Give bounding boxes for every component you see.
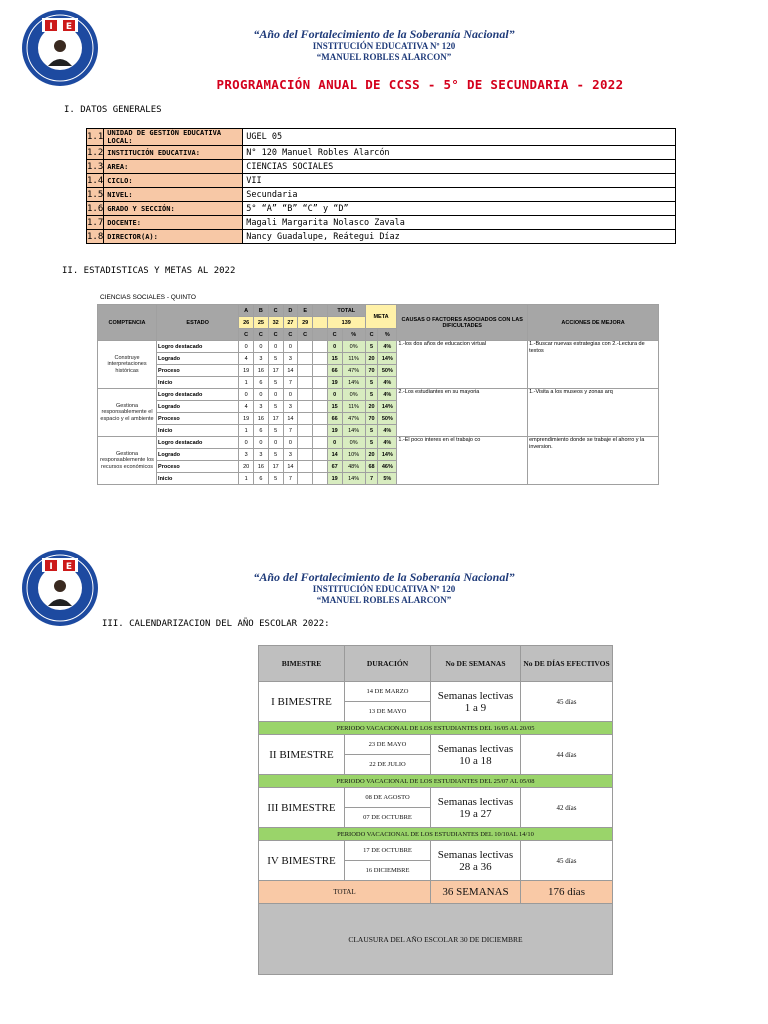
header-causas: CAUSAS O FACTORES ASOCIADOS CON LAS DIFICULTADES — [397, 305, 528, 341]
bimestre-start: 23 DE MAYO — [345, 735, 431, 755]
row-number: 1.7 — [87, 217, 104, 228]
meta-percent: 14% — [378, 401, 397, 413]
meta-count: 20 — [365, 353, 378, 365]
section-value: 0 — [268, 437, 283, 449]
section-value — [298, 377, 313, 389]
general-data-row — [87, 202, 676, 216]
clausura: CLAUSURA DEL AÑO ESCOLAR 30 DE DICIEMBRE — [259, 904, 613, 975]
sub-header: C — [254, 329, 269, 341]
row-label: DOCENTE: — [104, 216, 243, 230]
estado-cell: Inicio — [157, 425, 239, 437]
general-data-row — [87, 230, 676, 244]
competencia-cell: Gestiona responsablemente los recursos económicos — [98, 437, 157, 485]
accion-cell: emprendimiento donde se trabaje el ahorro y la inversion. — [528, 437, 659, 485]
total-percent: 0% — [342, 389, 365, 401]
calendar-header: DURACIÓN — [345, 646, 431, 682]
section-2-heading: II. ESTADISTICAS Y METAS AL 2022 — [62, 266, 236, 276]
total-percent: 48% — [342, 461, 365, 473]
meta-count: 70 — [365, 365, 378, 377]
bimestre-dias: 42 días — [521, 788, 613, 828]
row-value: Magali Margarita Nolasco Zavala — [243, 216, 676, 230]
total-count: 15 — [327, 401, 342, 413]
estado-cell: Logrado — [157, 449, 239, 461]
total-semanas: 36 SEMANAS — [431, 881, 521, 904]
bimestre-dias: 44 días — [521, 735, 613, 775]
total-percent: 14% — [342, 473, 365, 485]
section-count: 27 — [283, 317, 298, 329]
section-value: 1 — [239, 377, 254, 389]
header-section: A — [239, 305, 254, 317]
meta-count: 20 — [365, 449, 378, 461]
sub-header: C — [268, 329, 283, 341]
meta-count: 70 — [365, 413, 378, 425]
bimestre-name: III BIMESTRE — [259, 788, 345, 828]
section-value: 14 — [283, 365, 298, 377]
bimestre-end: 22 DE JULIO — [345, 755, 431, 775]
row-number: 1.4 — [87, 175, 104, 186]
meta-count: 5 — [365, 389, 378, 401]
causa-cell: 1.-El poco interes en el trabajo co — [397, 437, 528, 485]
total-label: TOTAL — [259, 881, 431, 904]
motto-2: “Año del Fortalecimiento de la Soberanía Nacional” — [253, 570, 515, 584]
section-value — [298, 473, 313, 485]
row-value: 5° “A” “B” “C” y “D” — [243, 202, 676, 216]
estado-cell: Logro destacado — [157, 389, 239, 401]
meta-count: 68 — [365, 461, 378, 473]
estado-cell: Proceso — [157, 461, 239, 473]
bimestre-end: 07 DE OCTUBRE — [345, 808, 431, 828]
bimestre-semanas: Semanas lectivas 28 a 36 — [431, 841, 521, 881]
section-count: 25 — [254, 317, 269, 329]
section-value: 16 — [254, 413, 269, 425]
section-count: 29 — [298, 317, 313, 329]
general-data-row — [87, 129, 676, 146]
section-value: 19 — [239, 413, 254, 425]
row-label: UNIDAD DE GESTIÓN EDUCATIVA LOCAL: — [104, 129, 243, 146]
competencia-cell: Gestiona responsablemente el espacio y el ambiente — [98, 389, 157, 437]
meta-percent: 5% — [378, 473, 397, 485]
section-value: 0 — [239, 389, 254, 401]
section-value: 5 — [268, 377, 283, 389]
section-value: 3 — [283, 401, 298, 413]
row-value: VII — [243, 174, 676, 188]
total-percent: 11% — [342, 353, 365, 365]
estado-cell: Proceso — [157, 413, 239, 425]
bimestre-start: 14 DE MARZO — [345, 682, 431, 702]
row-label: DIRECTOR(A): — [104, 230, 243, 244]
total-count: 15 — [327, 353, 342, 365]
section-value: 5 — [268, 425, 283, 437]
bimestre-name: II BIMESTRE — [259, 735, 345, 775]
row-value: UGEL 05 — [243, 129, 676, 146]
general-data-row — [87, 188, 676, 202]
total-dias: 176 días — [521, 881, 613, 904]
row-number: 1.5 — [87, 189, 104, 200]
school-name-2: “MANUEL ROBLES ALARCON” — [316, 595, 452, 605]
accion-cell: 1.-Buscar nuevas estrategias con 2.-Lectura de textos — [528, 341, 659, 389]
total-sub-pct: % — [342, 329, 365, 341]
meta-sub-c: C — [365, 329, 378, 341]
section-value: 0 — [239, 437, 254, 449]
meta-count: 7 — [365, 473, 378, 485]
section-value: 0 — [283, 389, 298, 401]
row-label: CICLO: — [104, 174, 243, 188]
bimestre-row — [259, 788, 613, 808]
section-value: 5 — [268, 401, 283, 413]
row-number: 1.6 — [87, 203, 104, 214]
section-value: 3 — [239, 449, 254, 461]
general-data-row — [87, 146, 676, 160]
bimestre-semanas: Semanas lectivas 19 a 27 — [431, 788, 521, 828]
meta-percent: 14% — [378, 449, 397, 461]
stats-caption: CIENCIAS SOCIALES - QUINTO — [100, 294, 196, 301]
row-number: 1.1 — [87, 129, 104, 146]
row-value: CIENCIAS SOCIALES — [243, 160, 676, 174]
total-value: 139 — [327, 317, 365, 329]
section-value: 20 — [239, 461, 254, 473]
vacation-row — [259, 775, 613, 788]
meta-percent: 14% — [378, 353, 397, 365]
general-data-row — [87, 160, 676, 174]
section-value — [298, 449, 313, 461]
bimestre-row — [259, 735, 613, 755]
section-value — [298, 461, 313, 473]
vacation-period: PERIODO VACACIONAL DE LOS ESTUDIANTES DEL 10/10AL 14/10 — [259, 828, 613, 841]
section-value — [298, 437, 313, 449]
total-count: 0 — [327, 389, 342, 401]
row-value: N° 120 Manuel Robles Alarcón — [243, 146, 676, 160]
section-value: 3 — [283, 353, 298, 365]
total-count: 19 — [327, 473, 342, 485]
stats-header-row — [98, 305, 659, 317]
stats-row — [98, 389, 659, 401]
section-value: 5 — [268, 353, 283, 365]
svg-text:I: I — [49, 562, 53, 572]
row-number: 1.3 — [87, 161, 104, 172]
header-estado: ESTADO — [157, 305, 239, 341]
meta-count: 5 — [365, 425, 378, 437]
total-count: 0 — [327, 341, 342, 353]
sub-header: C — [239, 329, 254, 341]
calendar-header: BIMESTRE — [259, 646, 345, 682]
sub-header: C — [298, 329, 313, 341]
bimestre-name: IV BIMESTRE — [259, 841, 345, 881]
total-percent: 0% — [342, 341, 365, 353]
section-value: 1 — [239, 473, 254, 485]
estado-cell: Proceso — [157, 365, 239, 377]
meta-count: 20 — [365, 401, 378, 413]
causa-cell: 1.-los dos años de educacion virtual — [397, 341, 528, 389]
total-percent: 47% — [342, 413, 365, 425]
section-value: 4 — [239, 353, 254, 365]
section-3-heading: III. CALENDARIZACION DEL AÑO ESCOLAR 2022: — [102, 619, 330, 629]
bimestre-row — [259, 682, 613, 702]
section-value: 0 — [254, 341, 269, 353]
section-value: 0 — [268, 389, 283, 401]
general-data-row — [87, 216, 676, 230]
institution-name-2: INSTITUCIÓN EDUCATIVA Nº 120 — [312, 584, 456, 594]
estado-cell: Logro destacado — [157, 437, 239, 449]
estado-cell: Inicio — [157, 377, 239, 389]
section-value: 3 — [254, 449, 269, 461]
bimestre-row — [259, 841, 613, 861]
section-value: 19 — [239, 365, 254, 377]
total-count: 0 — [327, 437, 342, 449]
motto: “Año del Fortalecimiento de la Soberanía Nacional” — [253, 27, 515, 41]
total-count: 66 — [327, 365, 342, 377]
section-count: 26 — [239, 317, 254, 329]
bimestre-dias: 45 días — [521, 682, 613, 722]
header-meta: META — [365, 305, 397, 329]
section-value: 14 — [283, 413, 298, 425]
section-value: 0 — [283, 341, 298, 353]
accion-cell: 1.-Visita a los museos y zonas arq — [528, 389, 659, 437]
section-value: 3 — [254, 401, 269, 413]
section-value — [298, 353, 313, 365]
estado-cell: Logro destacado — [157, 341, 239, 353]
meta-percent: 50% — [378, 413, 397, 425]
bimestre-start: 17 DE OCTUBRE — [345, 841, 431, 861]
total-sub-c: C — [327, 329, 342, 341]
total-percent: 10% — [342, 449, 365, 461]
row-value: Secundaria — [243, 188, 676, 202]
total-percent: 11% — [342, 401, 365, 413]
bimestre-dias: 45 días — [521, 841, 613, 881]
section-1-heading: I. DATOS GENERALES — [64, 105, 162, 115]
section-count: 32 — [268, 317, 283, 329]
row-value: Nancy Guadalupe, Reátegui Díaz — [243, 230, 676, 244]
calendar-header: No DE DÍAS EFECTIVOS — [521, 646, 613, 682]
section-value: 17 — [268, 365, 283, 377]
section-value: 1 — [239, 425, 254, 437]
row-label: INSTITUCIÓN EDUCATIVA: — [104, 146, 243, 160]
header-section: E — [298, 305, 313, 317]
bimestre-start: 08 DE AGOSTO — [345, 788, 431, 808]
section-value: 17 — [268, 413, 283, 425]
calendar-header-row — [259, 646, 613, 682]
section-value: 14 — [283, 461, 298, 473]
calendar-table — [258, 645, 613, 975]
section-value — [298, 401, 313, 413]
page-title: PROGRAMACIÓN ANUAL DE CCSS - 5° DE SECUNDARIA - 2022 — [216, 77, 624, 92]
general-data-table — [86, 128, 676, 244]
section-value: 5 — [268, 473, 283, 485]
meta-percent: 50% — [378, 365, 397, 377]
total-row — [259, 881, 613, 904]
total-count: 19 — [327, 377, 342, 389]
total-percent: 14% — [342, 425, 365, 437]
estado-cell: Inicio — [157, 473, 239, 485]
section-value: 3 — [254, 353, 269, 365]
meta-percent: 4% — [378, 377, 397, 389]
section-value: 5 — [268, 449, 283, 461]
stats-row — [98, 437, 659, 449]
meta-percent: 46% — [378, 461, 397, 473]
calendar-header: No DE SEMANAS — [431, 646, 521, 682]
header-section: D — [283, 305, 298, 317]
meta-percent: 4% — [378, 425, 397, 437]
clausura-row — [259, 904, 613, 975]
section-value: 0 — [283, 437, 298, 449]
institution-name: INSTITUCIÓN EDUCATIVA Nº 120 — [312, 41, 456, 51]
row-number: 1.8 — [87, 231, 104, 242]
bimestre-end: 16 DICIEMBRE — [345, 861, 431, 881]
section-value: 6 — [254, 425, 269, 437]
section-value: 4 — [239, 401, 254, 413]
section-value: 0 — [254, 389, 269, 401]
meta-percent: 4% — [378, 437, 397, 449]
header-section: C — [268, 305, 283, 317]
bimestre-semanas: Semanas lectivas 10 a 18 — [431, 735, 521, 775]
bimestre-name: I BIMESTRE — [259, 682, 345, 722]
section-value: 7 — [283, 473, 298, 485]
svg-text:E: E — [65, 562, 73, 572]
total-count: 14 — [327, 449, 342, 461]
row-label: NIVEL: — [104, 188, 243, 202]
bimestre-semanas: Semanas lectivas 1 a 9 — [431, 682, 521, 722]
section-value: 0 — [239, 341, 254, 353]
section-value: 7 — [283, 377, 298, 389]
section-value — [298, 389, 313, 401]
section-value: 17 — [268, 461, 283, 473]
section-value — [298, 365, 313, 377]
stats-row — [98, 341, 659, 353]
section-value: 16 — [254, 365, 269, 377]
row-label: GRADO Y SECCIÓN: — [104, 202, 243, 216]
stats-table — [97, 304, 659, 485]
section-value: 3 — [283, 449, 298, 461]
row-label: AREA: — [104, 160, 243, 174]
vacation-row — [259, 722, 613, 735]
header-competencia: COMPTENCIA — [98, 305, 157, 341]
section-value — [298, 341, 313, 353]
meta-percent: 4% — [378, 389, 397, 401]
meta-count: 5 — [365, 377, 378, 389]
causa-cell: 2.-Los estudiantes en su mayoria — [397, 389, 528, 437]
header-acciones: ACCIONES DE MEJORA — [528, 305, 659, 341]
general-data-row — [87, 174, 676, 188]
meta-sub-pct: % — [378, 329, 397, 341]
school-name: “MANUEL ROBLES ALARCON” — [316, 52, 452, 62]
svg-text:I: I — [49, 22, 53, 32]
meta-percent: 4% — [378, 341, 397, 353]
estado-cell: Logrado — [157, 353, 239, 365]
section-value: 6 — [254, 473, 269, 485]
section-value: 7 — [283, 425, 298, 437]
total-percent: 47% — [342, 365, 365, 377]
vacation-period: PERIODO VACACIONAL DE LOS ESTUDIANTES DEL 25/07 AL 05/08 — [259, 775, 613, 788]
total-percent: 14% — [342, 377, 365, 389]
section-value — [298, 425, 313, 437]
vacation-period: PERIODO VACACIONAL DE LOS ESTUDIANTES DEL 16/05 AL 20/05 — [259, 722, 613, 735]
competencia-cell: Construye interpretaciones históricas — [98, 341, 157, 389]
header-total: TOTAL — [327, 305, 365, 317]
section-value: 0 — [254, 437, 269, 449]
section-value: 6 — [254, 377, 269, 389]
vacation-row — [259, 828, 613, 841]
total-count: 19 — [327, 425, 342, 437]
sub-header: C — [283, 329, 298, 341]
section-value: 0 — [268, 341, 283, 353]
bimestre-end: 13 DE MAYO — [345, 702, 431, 722]
total-count: 66 — [327, 413, 342, 425]
meta-count: 5 — [365, 437, 378, 449]
meta-count: 5 — [365, 341, 378, 353]
row-number: 1.2 — [87, 147, 104, 158]
total-percent: 0% — [342, 437, 365, 449]
estado-cell: Logrado — [157, 401, 239, 413]
header-section: B — [254, 305, 269, 317]
svg-text:E: E — [65, 22, 73, 32]
section-value — [298, 413, 313, 425]
section-value: 16 — [254, 461, 269, 473]
total-count: 67 — [327, 461, 342, 473]
